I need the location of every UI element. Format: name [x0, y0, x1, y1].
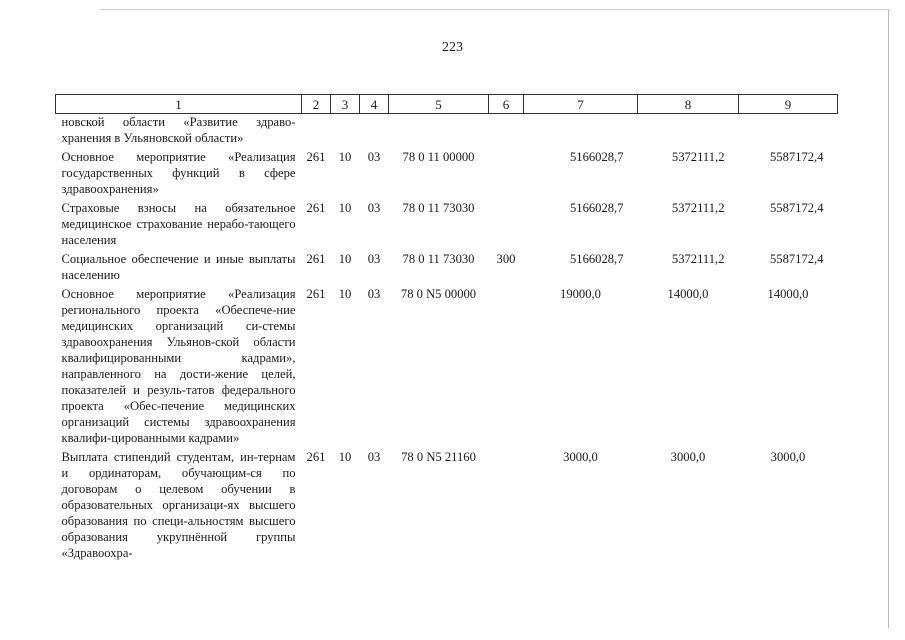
page-border-right [888, 10, 889, 628]
row-value-2: 5372111,2 [671, 150, 725, 164]
row-target: 78 0 N5 00000 [400, 287, 477, 301]
row-section: 10 [338, 201, 352, 215]
row-type [489, 114, 524, 150]
row-type [489, 200, 524, 251]
row-value-2 [638, 114, 739, 150]
table-row [56, 114, 838, 150]
row-subsection: 03 [367, 150, 381, 164]
header-cell: 1 [56, 95, 302, 114]
row-code [302, 114, 331, 150]
row-value-1 [524, 114, 638, 150]
row-name: Основное мероприятие «Реализация государственных функций в сфере здравоохранения» [61, 150, 296, 196]
row-type: 300 [496, 252, 516, 266]
row-code: 261 [306, 450, 326, 464]
row-type [489, 286, 524, 449]
row-subsection: 03 [367, 252, 381, 266]
row-value-3: 5587172,4 [769, 252, 824, 266]
row-subsection: 03 [367, 287, 381, 301]
row-target: 78 0 11 73030 [402, 252, 475, 266]
table-row [56, 286, 838, 449]
row-name: Социальное обеспечение и иные выплаты населению [61, 252, 296, 282]
row-code: 261 [306, 150, 326, 164]
budget-table [55, 94, 838, 564]
table-row [56, 251, 838, 286]
row-code: 261 [306, 287, 326, 301]
header-cell: 6 [489, 95, 524, 114]
page-border-top [100, 9, 890, 10]
row-value-2: 3000,0 [670, 450, 706, 464]
row-subsection [360, 114, 389, 150]
row-code: 261 [306, 252, 326, 266]
row-value-2: 5372111,2 [671, 252, 725, 266]
row-code: 261 [306, 201, 326, 215]
row-name: Выплата стипендий студентам, ин-тернам и ординаторам, обучающим-ся по договорам о целевом обучении в образовательных организаци-ях высшего образования по специ-альностям высшего образования укрупнённой группы «Здравоохра- [61, 450, 296, 560]
row-type [489, 149, 524, 200]
row-value-1: 5166028,7 [569, 252, 624, 266]
row-value-2: 14000,0 [667, 287, 709, 301]
row-value-3 [739, 114, 838, 150]
row-subsection: 03 [367, 201, 381, 215]
row-target: 78 0 N5 21160 [401, 450, 476, 464]
table-row [56, 449, 838, 564]
row-value-1: 5166028,7 [569, 201, 624, 215]
header-cell: 5 [389, 95, 489, 114]
row-type [489, 449, 524, 564]
row-value-2: 5372111,2 [671, 201, 725, 215]
header-cell: 3 [331, 95, 360, 114]
row-section: 10 [338, 252, 352, 266]
row-target: 78 0 11 73030 [402, 201, 475, 215]
row-subsection: 03 [367, 450, 381, 464]
header-cell: 4 [360, 95, 389, 114]
header-cell: 8 [638, 95, 739, 114]
row-section: 10 [338, 150, 352, 164]
table-row [56, 200, 838, 251]
row-name: Основное мероприятие «Реализация регионального проекта «Обеспече-ние медицинских организаций си-стемы здравоохранения Ульянов-ской области квалифицированными кадрами», направленного на дости-жение целей, показателей и резуль-татов федерального проекта «Обес-печение медицинских организаций системы здравоохранения квалифи-цированными кадрами» [61, 287, 296, 445]
row-value-3: 14000,0 [767, 287, 809, 301]
row-value-3: 5587172,4 [769, 150, 824, 164]
table-header-row [56, 95, 838, 114]
row-name: новской области «Развитие здраво-хранения в Ульяновской области» [61, 115, 296, 145]
row-section: 10 [338, 450, 352, 464]
row-target [389, 114, 489, 150]
row-value-1: 19000,0 [560, 287, 601, 301]
row-target: 78 0 11 00000 [402, 150, 475, 164]
header-cell: 9 [739, 95, 838, 114]
page-number: 223 [442, 40, 463, 55]
row-value-1: 5166028,7 [569, 150, 624, 164]
header-cell: 7 [524, 95, 638, 114]
row-value-1: 3000,0 [563, 450, 598, 464]
row-value-3: 5587172,4 [769, 201, 824, 215]
row-section [331, 114, 360, 150]
header-cell: 2 [302, 95, 331, 114]
row-section: 10 [338, 287, 352, 301]
row-value-3: 3000,0 [770, 450, 806, 464]
table-row [56, 149, 838, 200]
row-name: Страховые взносы на обязательное медицинское страхование нерабо-тающего населения [61, 201, 296, 247]
